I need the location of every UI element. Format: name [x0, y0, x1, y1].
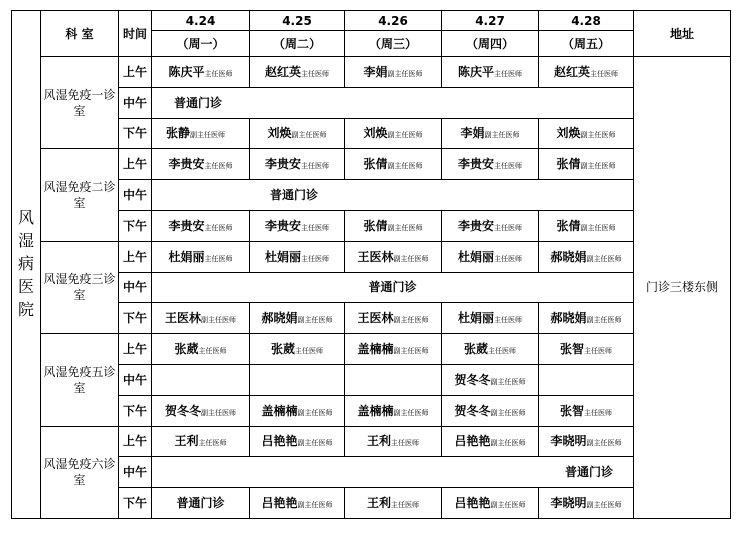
doctor-cell	[250, 303, 345, 334]
doctor-title: 副主任医师	[393, 408, 429, 417]
date-header: 4.26	[345, 11, 442, 31]
doctor-name: 王利	[174, 434, 199, 449]
schedule-row	[12, 241, 731, 272]
doctor-cell	[442, 334, 539, 365]
dept-name: 风湿免疫五诊室	[41, 334, 119, 426]
doctor-name: 刘焕	[267, 126, 292, 141]
address-header: 地址	[634, 11, 731, 57]
schedule-row	[12, 395, 731, 426]
doctor-cell	[152, 303, 250, 334]
doctor-cell	[539, 241, 634, 272]
date-header: 4.28	[539, 11, 634, 31]
date-header: 4.25	[250, 11, 345, 31]
doctor-name: 吕艳艳	[261, 496, 298, 511]
doctor-cell	[539, 210, 634, 241]
doctor-title: 副主任医师	[297, 439, 333, 448]
period-label: 中午	[119, 87, 152, 118]
doctor-cell	[442, 364, 539, 395]
doctor-cell	[345, 334, 442, 365]
doctor-title: 副主任医师	[580, 131, 616, 140]
schedule-row	[12, 426, 731, 457]
period-label: 上午	[119, 334, 152, 365]
general-clinic-cell: 普通门诊	[152, 457, 634, 488]
doctor-cell	[539, 395, 634, 426]
doctor-name: 张葳	[174, 342, 199, 357]
doctor-cell	[345, 303, 442, 334]
doctor-cell	[152, 118, 250, 149]
doctor-name: 王医林	[357, 311, 394, 326]
doctor-name: 张倩	[363, 218, 388, 233]
doctor-title: 主任医师	[494, 223, 522, 232]
doctor-name: 贺冬冬	[454, 372, 491, 387]
doctor-title: 副主任医师	[586, 439, 622, 448]
period-label: 下午	[119, 118, 152, 149]
doctor-cell	[250, 210, 345, 241]
doctor-name: 张倩	[556, 218, 581, 233]
doctor-title: 副主任医师	[490, 501, 526, 510]
doctor-name: 李贵安	[264, 157, 301, 172]
doctor-cell	[442, 210, 539, 241]
schedule-row	[12, 210, 731, 241]
doctor-cell	[442, 303, 539, 334]
schedule-row	[12, 488, 731, 519]
schedule-row	[12, 457, 731, 488]
doctor-title: 副主任医师	[586, 254, 622, 263]
doctor-name: 杜娟丽	[264, 249, 301, 264]
doctor-title: 副主任医师	[484, 131, 520, 140]
doctor-cell	[250, 241, 345, 272]
doctor-title: 主任医师	[590, 69, 618, 78]
date-header: 4.27	[442, 11, 539, 31]
doctor-name: 盖楠楠	[261, 403, 298, 418]
weekday-header: （周四）	[442, 31, 539, 57]
doctor-title: 主任医师	[488, 347, 516, 356]
doctor-title: 副主任医师	[490, 439, 526, 448]
doctor-title: 主任医师	[295, 347, 323, 356]
dept-name: 风湿免疫一诊室	[41, 57, 119, 149]
weekday-header: （周五）	[539, 31, 634, 57]
doctor-title: 副主任医师	[393, 347, 429, 356]
period-label: 中午	[119, 272, 152, 303]
doctor-title: 主任医师	[204, 162, 233, 171]
doctor-cell	[345, 241, 442, 272]
doctor-name: 贺冬冬	[454, 403, 491, 418]
schedule-row	[12, 87, 731, 118]
empty-cell	[152, 364, 250, 395]
period-label: 中午	[119, 457, 152, 488]
doctor-cell	[539, 118, 634, 149]
doctor-cell	[152, 210, 250, 241]
doctor-name: 吕艳艳	[454, 496, 491, 511]
address-cell: 门诊三楼东侧	[634, 57, 731, 519]
doctor-title: 副主任医师	[297, 316, 333, 325]
doctor-name: 李贵安	[457, 157, 494, 172]
doctor-name: 李贵安	[457, 218, 494, 233]
doctor-cell	[442, 426, 539, 457]
schedule-table	[11, 10, 731, 519]
doctor-title: 主任医师	[198, 439, 227, 448]
doctor-name: 杜娟丽	[168, 249, 205, 264]
doctor-cell	[152, 149, 250, 180]
doctor-name: 王医林	[357, 249, 394, 264]
empty-cell	[345, 364, 442, 395]
general-clinic-cell: 普通门诊	[152, 180, 634, 211]
doctor-name: 王医林	[164, 311, 201, 326]
doctor-name: 王利	[366, 434, 391, 449]
doctor-cell	[345, 57, 442, 88]
doctor-name: 郝晓娟	[261, 311, 298, 326]
dept-name: 风湿免疫六诊室	[41, 426, 119, 518]
dept-name: 风湿免疫三诊室	[41, 241, 119, 333]
doctor-title: 主任医师	[301, 69, 329, 78]
doctor-name: 李娟	[363, 64, 388, 79]
doctor-title: 主任医师	[391, 501, 419, 510]
doctor-title: 主任医师	[204, 69, 233, 78]
doctor-name: 张智	[559, 403, 584, 418]
dept-name: 风湿免疫二诊室	[41, 149, 119, 241]
doctor-title: 主任医师	[301, 254, 329, 263]
period-label: 中午	[119, 180, 152, 211]
doctor-title: 副主任医师	[586, 501, 622, 510]
doctor-title: 主任医师	[494, 254, 522, 263]
weekday-header: （周二）	[250, 31, 345, 57]
doctor-name: 杜娟丽	[457, 311, 494, 326]
doctor-cell	[539, 488, 634, 519]
doctor-name: 赵红英	[264, 64, 301, 79]
general-clinic-cell: 普通门诊	[152, 87, 634, 118]
doctor-title: 主任医师	[494, 69, 522, 78]
doctor-name: 郝晓娟	[550, 311, 587, 326]
doctor-title: 主任医师	[494, 162, 522, 171]
doctor-title: 副主任医师	[201, 316, 236, 325]
doctor-title: 主任医师	[584, 347, 612, 356]
doctor-title: 副主任医师	[393, 254, 429, 263]
doctor-cell	[345, 395, 442, 426]
doctor-title: 副主任医师	[586, 316, 622, 325]
doctor-name: 盖楠楠	[357, 403, 394, 418]
doctor-title: 副主任医师	[580, 162, 616, 171]
doctor-title: 主任医师	[198, 347, 227, 356]
doctor-name: 张智	[559, 342, 584, 357]
doctor-title: 主任医师	[204, 223, 233, 232]
doctor-name: 盖楠楠	[357, 342, 394, 357]
doctor-cell	[345, 210, 442, 241]
doctor-title: 副主任医师	[387, 131, 423, 140]
doctor-name: 张倩	[556, 157, 581, 172]
doctor-cell	[345, 426, 442, 457]
doctor-cell	[539, 303, 634, 334]
doctor-name: 郝晓娟	[550, 249, 587, 264]
doctor-cell	[250, 57, 345, 88]
doctor-title: 主任医师	[391, 439, 419, 448]
general-clinic-cell: 普通门诊	[152, 488, 250, 519]
doctor-title: 主任医师	[204, 254, 233, 263]
schedule-row	[12, 57, 731, 88]
period-label: 上午	[119, 149, 152, 180]
schedule-row	[12, 272, 731, 303]
period-label: 上午	[119, 57, 152, 88]
schedule-row	[12, 118, 731, 149]
doctor-title: 副主任医师	[490, 408, 526, 417]
empty-cell	[539, 364, 634, 395]
doctor-title: 副主任医师	[297, 501, 333, 510]
doctor-name: 赵红英	[553, 64, 590, 79]
doctor-cell	[442, 241, 539, 272]
period-label: 下午	[119, 303, 152, 334]
doctor-title: 副主任医师	[393, 316, 429, 325]
doctor-name: 陈庆平	[457, 64, 494, 79]
schedule-row	[12, 180, 731, 211]
empty-cell	[250, 364, 345, 395]
general-clinic-cell: 普通门诊	[152, 272, 634, 303]
schedule-row	[12, 364, 731, 395]
doctor-cell	[442, 149, 539, 180]
period-label: 中午	[119, 364, 152, 395]
time-header: 时间	[119, 11, 152, 57]
doctor-title: 副主任医师	[190, 131, 226, 140]
doctor-title: 副主任医师	[387, 69, 423, 78]
doctor-name: 吕艳艳	[261, 434, 298, 449]
doctor-cell	[442, 395, 539, 426]
doctor-name: 王利	[366, 496, 391, 511]
doctor-name: 李贵安	[168, 157, 205, 172]
doctor-title: 主任医师	[494, 316, 522, 325]
doctor-cell	[152, 334, 250, 365]
doctor-title: 副主任医师	[387, 162, 423, 171]
period-label: 上午	[119, 426, 152, 457]
doctor-cell	[539, 426, 634, 457]
doctor-name: 陈庆平	[168, 64, 205, 79]
doctor-name: 杜娟丽	[457, 249, 494, 264]
doctor-cell	[345, 149, 442, 180]
doctor-name: 李晓明	[550, 496, 587, 511]
schedule-row	[12, 334, 731, 365]
doctor-title: 副主任医师	[297, 408, 333, 417]
doctor-name: 刘焕	[363, 126, 388, 141]
doctor-title: 副主任医师	[387, 223, 423, 232]
doctor-title: 主任医师	[301, 162, 329, 171]
doctor-cell	[442, 118, 539, 149]
doctor-cell	[539, 149, 634, 180]
doctor-cell	[442, 57, 539, 88]
doctor-title: 主任医师	[301, 223, 329, 232]
doctor-title: 副主任医师	[580, 223, 616, 232]
doctor-title: 副主任医师	[490, 377, 526, 386]
doctor-cell	[250, 334, 345, 365]
weekday-header: （周三）	[345, 31, 442, 57]
doctor-name: 张葳	[270, 342, 295, 357]
doctor-name: 李贵安	[168, 218, 205, 233]
doctor-cell	[250, 488, 345, 519]
period-label: 上午	[119, 241, 152, 272]
doctor-cell	[250, 426, 345, 457]
doctor-cell	[152, 395, 250, 426]
schedule-row	[12, 149, 731, 180]
doctor-name: 刘焕	[556, 126, 581, 141]
doctor-name: 张倩	[363, 157, 388, 172]
doctor-cell	[539, 334, 634, 365]
doctor-name: 张静	[166, 126, 191, 141]
doctor-cell	[345, 118, 442, 149]
doctor-cell	[152, 57, 250, 88]
doctor-name: 李晓明	[550, 434, 587, 449]
doctor-cell	[345, 488, 442, 519]
period-label: 下午	[119, 210, 152, 241]
doctor-title: 副主任医师	[201, 408, 236, 417]
doctor-title: 主任医师	[584, 408, 612, 417]
doctor-name: 贺冬冬	[164, 403, 201, 418]
doctor-cell	[152, 426, 250, 457]
hospital-name: 风 湿 病 医 院	[12, 11, 41, 519]
schedule-row	[12, 303, 731, 334]
doctor-name: 吕艳艳	[454, 434, 491, 449]
date-header: 4.24	[152, 11, 250, 31]
doctor-name: 李贵安	[264, 218, 301, 233]
doctor-cell	[539, 57, 634, 88]
doctor-title: 副主任医师	[291, 131, 327, 140]
doctor-cell	[442, 488, 539, 519]
period-label: 下午	[119, 395, 152, 426]
doctor-cell	[152, 241, 250, 272]
doctor-name: 李娟	[460, 126, 485, 141]
period-label: 下午	[119, 488, 152, 519]
doctor-cell	[250, 149, 345, 180]
doctor-name: 张葳	[463, 342, 488, 357]
weekday-header: （周一）	[152, 31, 250, 57]
doctor-cell	[250, 395, 345, 426]
doctor-cell	[250, 118, 345, 149]
dept-header: 科 室	[41, 11, 119, 57]
